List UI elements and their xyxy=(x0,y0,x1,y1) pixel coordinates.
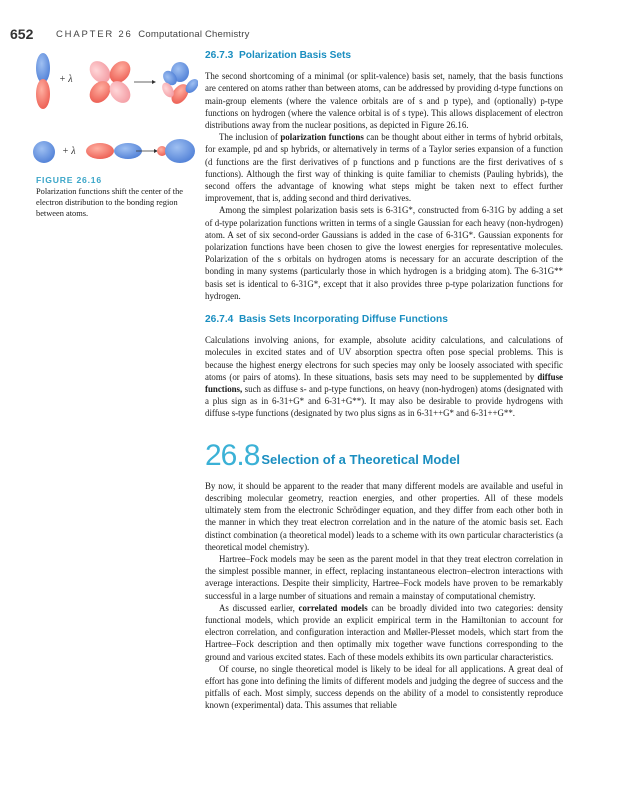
text: can be broadly divided into two categories: density functional models, which provide an explicit empirical term in the Hamiltonian to account for electron correlation, and configuration interaction and Møller-Plesset models, which start from the Hartree–Fock description and then optimally mix together wave functions corresponding to the ground and various excited states. Each of these models exhibits its own particular characteristics. xyxy=(205,602,563,662)
term-diffuse-functions: diffuse functions, xyxy=(205,371,563,395)
sp-hybrid xyxy=(157,139,195,163)
pd-hybrid xyxy=(160,62,198,107)
main-text xyxy=(205,50,563,712)
plus-lambda-2: + λ xyxy=(62,146,76,157)
section-number: 26.8 xyxy=(205,438,260,472)
chapter-label: CHAPTER 26 xyxy=(56,29,133,40)
text: As discussed earlier, xyxy=(219,602,299,613)
section-title: Basis Sets Incorporating Diffuse Functions xyxy=(239,314,448,326)
paragraph xyxy=(205,334,563,419)
paragraph xyxy=(205,602,563,663)
section-26-7-3-heading xyxy=(205,50,563,62)
p-orbital xyxy=(36,53,50,109)
text: such as diffuse s- and p-type functions, on heavy (non-hydrogen) atoms (designated with a plus sign as in 6-31+G* and 6-31+G**). It may also be desirable to provide hydrogens with diffuse s-type functions (designated by two plus signs as in 6-31++G* and 6-31++G**. xyxy=(205,384,563,419)
section-26-7-4-heading xyxy=(205,314,563,326)
text: The inclusion of xyxy=(219,132,281,143)
section-number: 26.7.3 xyxy=(205,50,234,61)
d-orbital xyxy=(85,57,134,107)
p-orbital-horizontal xyxy=(86,143,142,159)
section-title: Selection of a Theoretical Model xyxy=(261,452,461,468)
paragraph: By now, it should be apparent to the reader that many different models are available and useful in describing molecular geometry, reaction energies, and other properties. All of these models ultimately stem from the electronic Schrödinger equation, and they differ from each other both in the manner in which they treat electron correlation and in the nature of the atomic basis set. Each distinct combination (a theoretical model) leads to a scheme with its own particular characteristics (a theoretical model chemistry). xyxy=(205,480,563,552)
paragraph: Hartree–Fock models may be seen as the parent model in that they treat electron correlation in the simplest possible manner, in effect, replacing instantaneous electron–electron interactions with average interactions. Despite their simplicity, Hartree–Fock models have proven to be remarkably successful in a large number of situations and remain a mainstay of computational chemistry. xyxy=(205,553,563,601)
running-header xyxy=(56,29,250,40)
paragraph: Of course, no single theoretical model is likely to be ideal for all applications. A great deal of effort has gone into defining the limits of different models and judging the degree of success and the pitfalls of each. Most simply, success depends on the ability of a model to consistently reproduce known (experimental) data. This assumes that reliable xyxy=(205,663,563,711)
polarization-figure xyxy=(28,50,198,180)
section-title: Polarization Basis Sets xyxy=(239,50,352,61)
term-polarization-functions: polarization functions xyxy=(280,132,364,143)
text: Calculations involving anions, for example, absolute acidity calculations, and calculations of molecules in excited states and of UV absorption spectra often pose special problems. This is because the highest energy electrons for such species may only be loosely associated with specific atoms (or pairs of atoms). In these situations, basis sets may need to be supplemented by xyxy=(205,335,563,382)
paragraph: The second shortcoming of a minimal (or split-valence) basis set, namely, that the basis functions are centered on atoms rather than between atoms, can be addressed by providing d-type functions on main-group elements (where the valence orbitals are of s and p type), and (optionally) p-type functions on hydrogen (where the valence orbital is of s type). This allows displacement of electron distributions away from the nuclear positions, as depicted in Figure 26.16. xyxy=(205,71,563,131)
figure-caption: Polarization functions shift the center of the electron distribution to the bonding region between atoms. xyxy=(36,187,183,218)
s-orbital xyxy=(33,141,55,163)
figure-label: FIGURE 26.16 xyxy=(36,175,102,185)
term-correlated-models: correlated models xyxy=(298,602,368,613)
section-number: 26.7.4 xyxy=(205,314,234,326)
section-26-8-heading xyxy=(205,438,563,472)
paragraph xyxy=(205,131,563,204)
plus-lambda-1: + λ xyxy=(59,74,73,85)
chapter-title: Computational Chemistry xyxy=(138,29,250,40)
text: can be thought about either in terms of hybrid orbitals, for example, pd and sp hybrids, or alternatively in terms of a Taylor series expansion of a function (d functions are the first derivatives of p functions and p functions are the first derivatives of s functions). Although the first way of thinking is quite familiar to chemists (Pauling hybrids), the second offers the advantage of knowing what steps might be taken next to effect further improvement, that is, adding second and third derivatives. xyxy=(205,132,563,204)
paragraph: Among the simplest polarization basis sets is 6-31G*, constructed from 6-31G by adding a set of d-type polarization functions written in terms of a single Gaussian for each heavy (non-hydrogen) atom. A set of six second-order Gaussians is added in the case of 6-31G*. Gaussian exponents for polarization functions have been chosen to give the lowest energies for representative molecules. Polarization of the s orbitals on hydrogen atoms is necessary for an accurate description of the bonding in many systems (particularly those in which hydrogen is a bridging atom). The 6-31G** basis set is identical to 6-31G*, except that it also provides three p-type polarization functions for hydrogen. xyxy=(205,205,563,301)
page-number: 652 xyxy=(10,26,34,42)
arrow-1 xyxy=(134,80,156,84)
